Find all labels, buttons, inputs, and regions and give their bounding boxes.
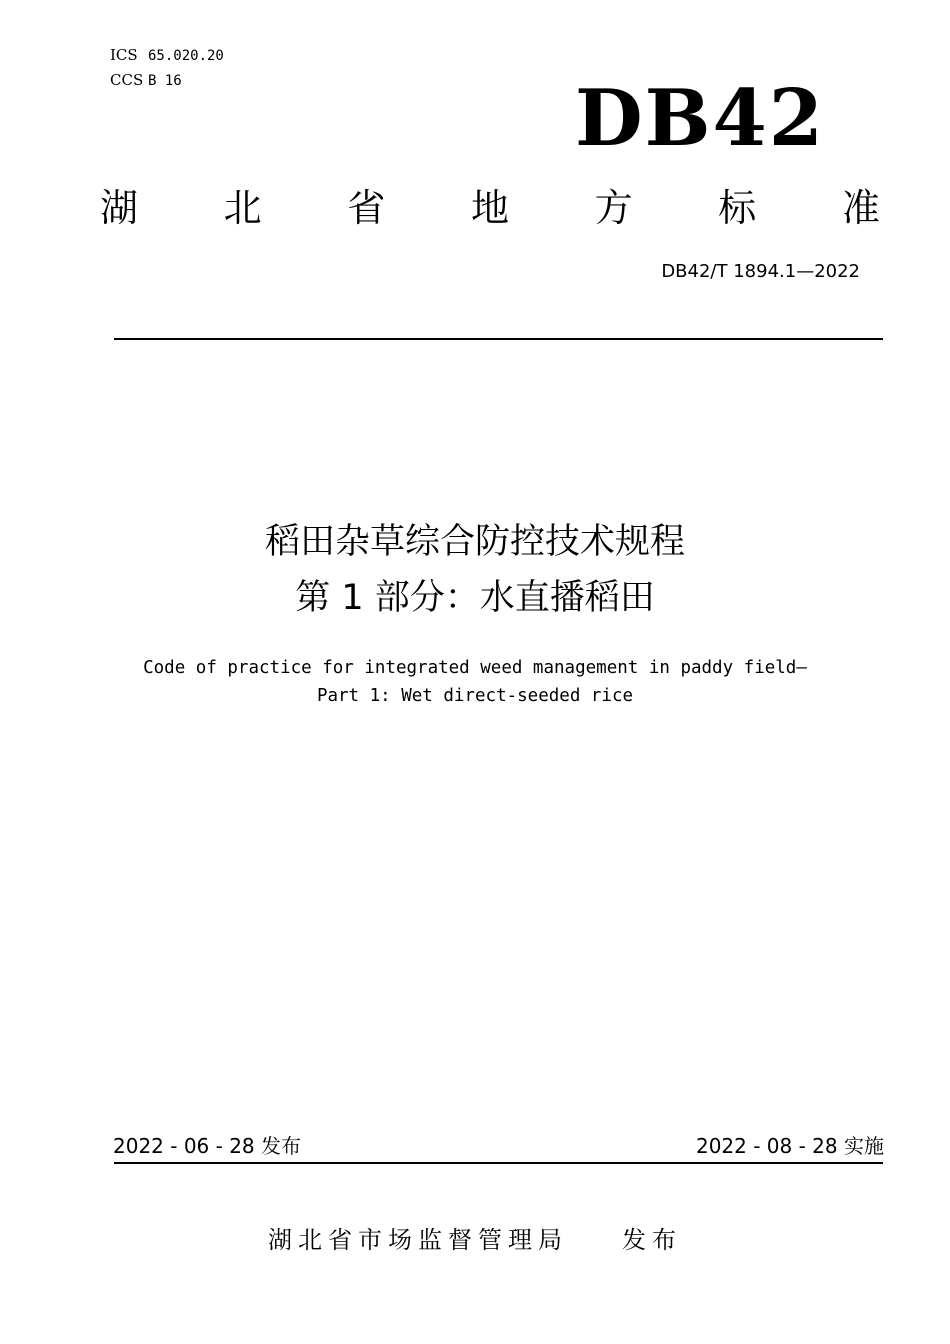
publisher-issue-word: 发布	[622, 1226, 682, 1254]
title-cn-line2: 第 1 部分：水直播稻田	[295, 578, 655, 618]
category-char: 准	[841, 186, 880, 230]
standard-category	[100, 184, 880, 232]
title-en-line1: Code of practice for integrated weed management in paddy field—	[143, 658, 807, 678]
footer-divider	[114, 1162, 883, 1164]
publisher-line	[0, 1222, 950, 1258]
category-char: 方	[594, 186, 633, 230]
category-char: 湖	[100, 186, 139, 230]
header-divider	[114, 338, 883, 340]
category-char: 标	[718, 186, 757, 230]
title-en-line2: Part 1: Wet direct-seeded rice	[316, 686, 634, 706]
issue-date: 2022 - 06 - 28 发布	[113, 1134, 302, 1158]
title-cn-line1: 稻田杂草综合防控技术规程	[264, 522, 685, 562]
ccs-row	[110, 71, 182, 90]
publisher-name: 湖北省市场监督管理局	[268, 1226, 568, 1254]
standard-code-mark: DB42	[574, 73, 826, 164]
category-char: 北	[223, 186, 262, 230]
standard-number: DB42/T 1894.1—2022	[661, 261, 860, 282]
ccs-label: CCS	[110, 71, 144, 89]
category-char: 地	[470, 186, 509, 230]
implement-date: 2022 - 08 - 28 实施	[695, 1134, 884, 1158]
category-char: 省	[347, 186, 386, 230]
ics-value: 65.020.20	[148, 48, 224, 64]
ccs-value: B 16	[148, 73, 182, 89]
ics-row	[110, 46, 224, 65]
ics-label: ICS	[110, 46, 138, 64]
